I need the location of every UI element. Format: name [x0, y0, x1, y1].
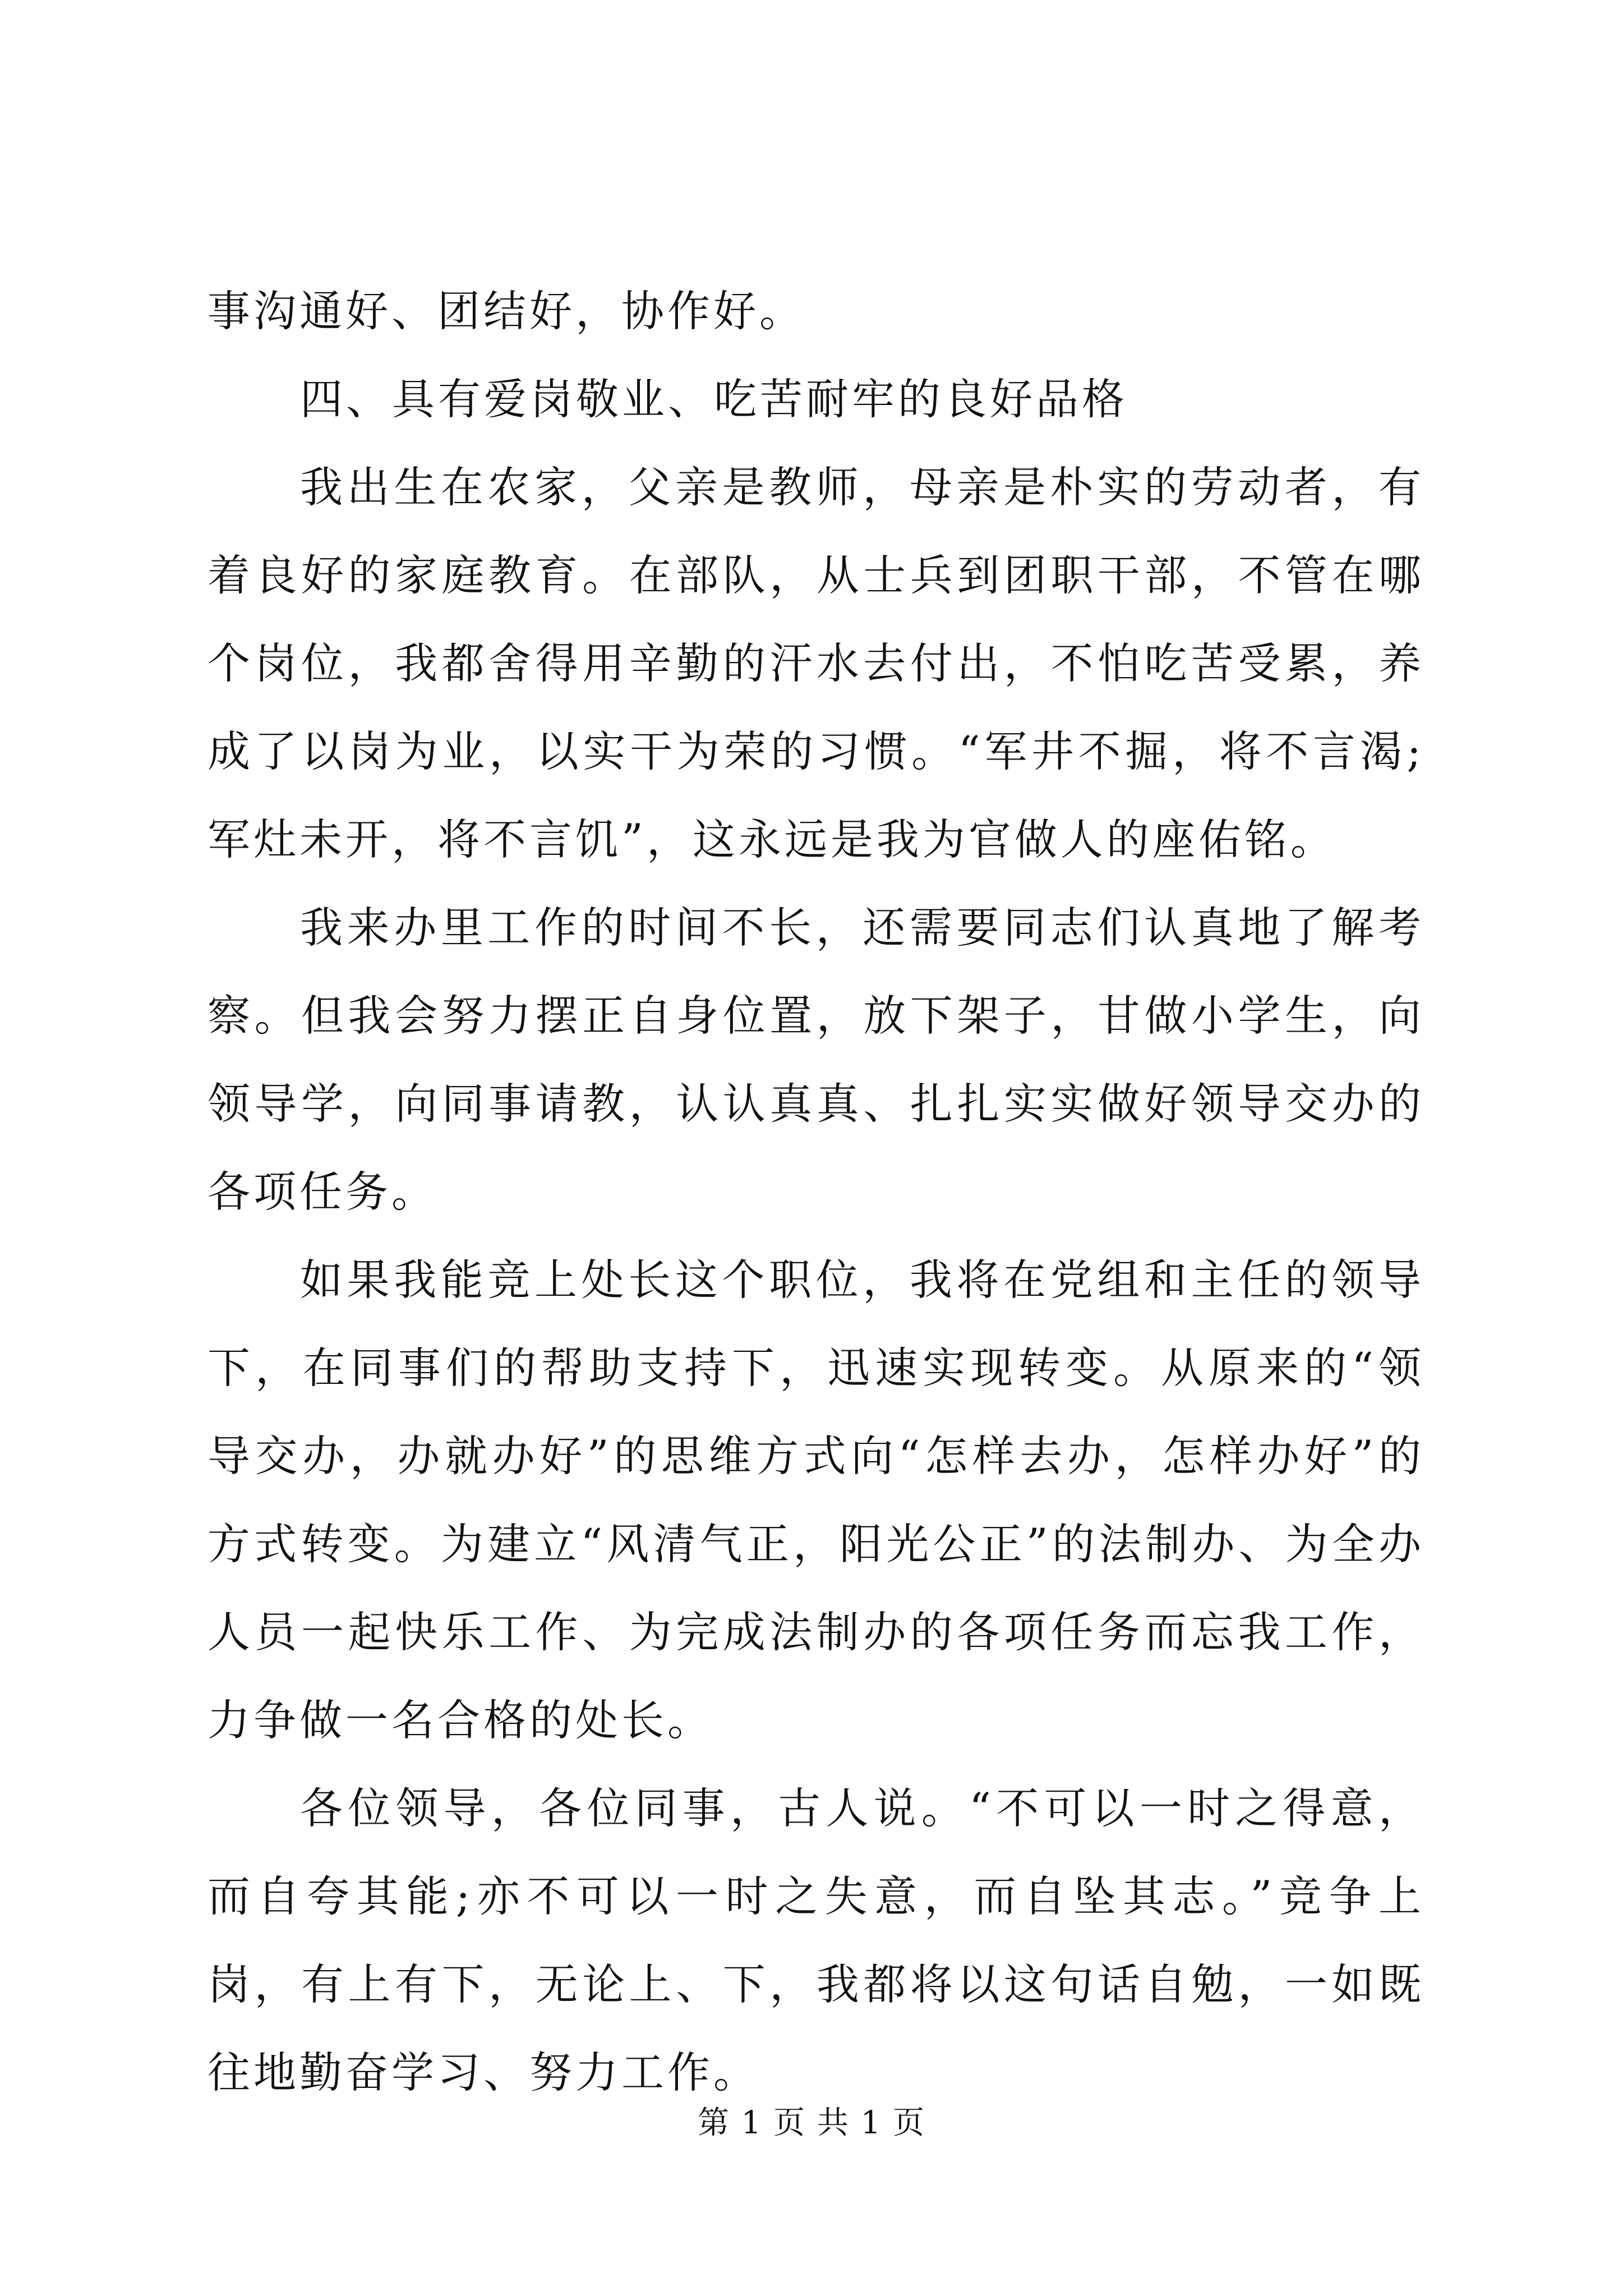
- section-heading: 四、具有爱岗敬业、吃苦耐牢的良好品格: [300, 374, 1128, 424]
- document-body: [208, 267, 1424, 2116]
- paragraph: 各位领导，各位同事，古人说。“不可以一时之得意，而自夸其能;亦不可以一时之失意，而自坠其志。”竞争上岗，有上有下，无论上、下，我都将以这句话自勉，一如既往地勤奋学习、努力工作。: [208, 1783, 1424, 2097]
- paragraph: 我出生在农家，父亲是教师，母亲是朴实的劳动者，有着良好的家庭教育。在部队，从士兵到团职干部，不管在哪个岗位，我都舍得用辛勤的汗水去付出，不怕吃苦受累，养成了以岗为业，以实干为荣的习惯。“军井不掘，将不言渴;军灶未开，将不言饥”，这永远是我为官做人的座佑铭。: [208, 462, 1424, 864]
- paragraph: 如果我能竞上处长这个职位，我将在党组和主任的领导下，在同事们的帮助支持下，迅速实现转变。从原来的“领导交办，办就办好”的思维方式向“怎样去办，怎样办好”的方式转变。为建立“风清气正，阳光公正”的法制办、为全办人员一起快乐工作、为完成法制办的各项任务而忘我工作，力争做一名合格的处长。: [208, 1255, 1424, 1745]
- paragraph: 我来办里工作的时间不长，还需要同志们认真地了解考察。但我会努力摆正自身位置，放下架子，甘做小学生，向领导学，向同事请教，认认真真、扎扎实实做好领导交办的各项任务。: [208, 903, 1424, 1217]
- paragraph-continuation: 事沟通好、团结好，协作好。: [208, 286, 805, 336]
- page-number-footer: 第 1 页 共 1 页: [697, 2105, 926, 2141]
